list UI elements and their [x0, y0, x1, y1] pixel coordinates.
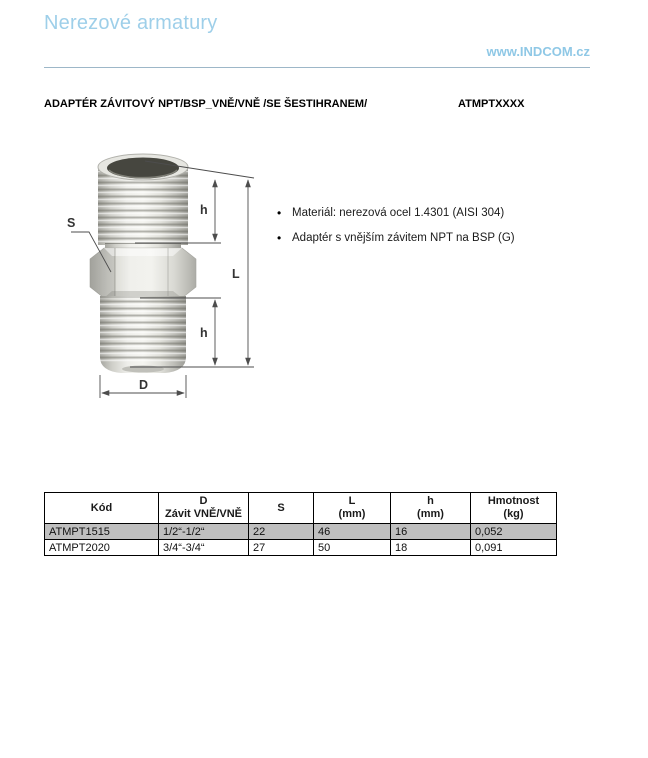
column-header-hmotnost: Hmotnost (kg)	[471, 493, 557, 524]
table-row	[45, 524, 557, 540]
table-cell-weight: 0,052	[471, 524, 557, 540]
table-cell-code: ATMPT2020	[45, 540, 159, 556]
list-item	[277, 200, 515, 225]
bullet-text-material: Materiál: nerezová ocel 1.4301 (AISI 304)	[292, 206, 505, 219]
table-cell-l: 46	[314, 524, 391, 540]
dimension-label-h-bottom: h	[200, 326, 208, 340]
product-code: ATMPTXXXX	[458, 98, 525, 110]
drawing-hex	[90, 248, 196, 298]
bullet-icon: •	[277, 230, 282, 245]
table-cell-l: 50	[314, 540, 391, 556]
table-cell-code: ATMPT1515	[45, 524, 159, 540]
dimension-label-h-top: h	[200, 203, 208, 217]
table-row	[45, 540, 557, 556]
table-cell-s: 22	[249, 524, 314, 540]
column-header-d: D Závit VNĚ/VNĚ	[159, 493, 249, 524]
spec-bullet-list	[277, 200, 515, 250]
column-header-s: S	[249, 493, 314, 524]
list-item	[277, 225, 515, 250]
table-cell-thread: 3/4“-3/4“	[159, 540, 249, 556]
table-cell-h: 18	[391, 540, 471, 556]
table-cell-h: 16	[391, 524, 471, 540]
table-cell-s: 27	[249, 540, 314, 556]
column-header-h: h (mm)	[391, 493, 471, 524]
column-header-l: L (mm)	[314, 493, 391, 524]
website-link[interactable]: www.INDCOM.cz	[486, 44, 590, 59]
bullet-text-adapter: Adaptér s vnějším závitem NPT na BSP (G)	[292, 231, 515, 244]
bullet-icon: •	[277, 205, 282, 220]
dimension-label-s: S	[67, 216, 76, 230]
drawing-bottom-thread	[100, 296, 186, 373]
product-title: ADAPTÉR ZÁVITOVÝ NPT/BSP_VNĚ/VNĚ /SE ŠESTIHRANEM/	[44, 98, 368, 110]
technical-drawing-svg	[45, 135, 275, 415]
table-header-row	[45, 493, 557, 524]
dimensions-table	[44, 492, 557, 556]
header-divider	[44, 67, 590, 68]
product-technical-drawing	[45, 135, 275, 415]
column-header-kod: Kód	[45, 493, 159, 524]
dimension-label-l: L	[232, 267, 240, 281]
dimension-label-d: D	[139, 378, 149, 392]
table-cell-weight: 0,091	[471, 540, 557, 556]
table-cell-thread: 1/2“-1/2“	[159, 524, 249, 540]
drawing-top-thread	[98, 154, 188, 245]
page-title: Nerezové armatury	[44, 12, 218, 34]
